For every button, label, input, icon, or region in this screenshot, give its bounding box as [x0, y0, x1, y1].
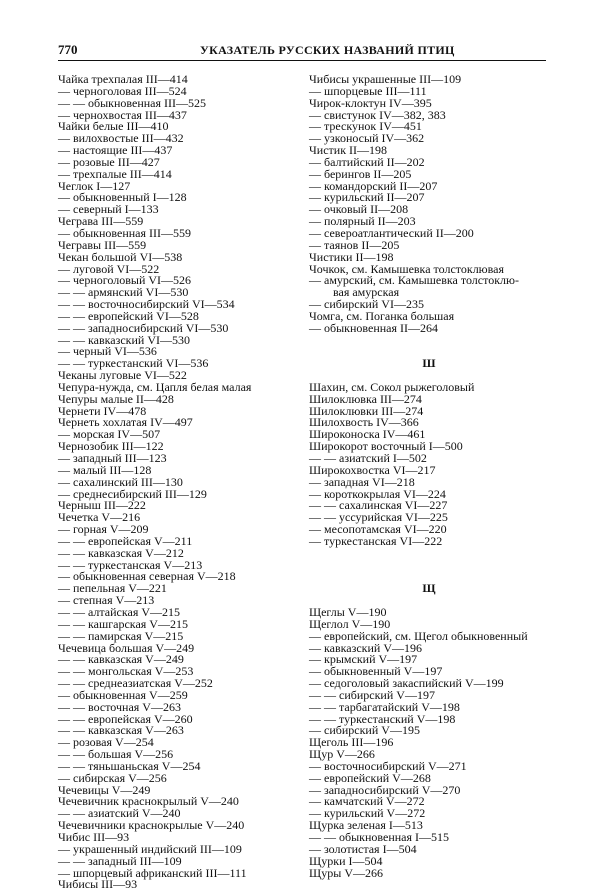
index-entry: Шилохвость IV—366 [309, 415, 419, 430]
index-entry: Черныш III—222 [58, 498, 146, 513]
index-entry: Щеголь III—196 [309, 735, 394, 750]
index-entry: Чистики II—198 [309, 249, 394, 264]
index-entry: вая амурская [333, 285, 400, 300]
index-entry: — черноголовая III—524 [58, 83, 187, 98]
index-entry: — — армянский VI—530 [58, 285, 189, 300]
section-heading-sh: Ш [422, 356, 436, 371]
index-entry: — — монгольская V—253 [58, 664, 194, 679]
index-entry: — сибирская V—256 [58, 770, 167, 785]
index-entry: Чернозобик III—122 [58, 439, 164, 454]
index-entry: Чомга, см. Поганка большая [309, 308, 455, 323]
section-heading-shch: Щ [422, 581, 436, 596]
index-entry: — — кашгарская V—215 [58, 616, 188, 631]
index-entry: — берингов II—205 [309, 166, 412, 181]
index-entry: — обыкновенная северная V—218 [58, 569, 236, 584]
index-entry: — — азиатский V—240 [58, 806, 181, 821]
index-entry: — вилохвостые III—432 [58, 131, 184, 146]
index-entry: Чернеть хохлатая IV—497 [58, 415, 193, 430]
running-title: УКАЗАТЕЛЬ РУССКИХ НАЗВАНИЙ ПТИЦ [200, 43, 455, 57]
index-entry: — северный I—133 [58, 202, 159, 217]
index-entry: Чайки белые III—410 [58, 119, 169, 134]
index-entry: Шилоклювки III—274 [309, 403, 424, 418]
index-entry: — луговой VI—522 [58, 261, 160, 276]
index-entry: Чирок-клоктун IV—395 [309, 95, 432, 110]
section-gap [309, 548, 549, 560]
index-entry: — курильский II—207 [309, 190, 425, 205]
index-entry: Широкохвостка VI—217 [309, 462, 436, 477]
index-entry: Чистик II—198 [309, 143, 388, 158]
index-entry: — короткокрылая VI—224 [309, 486, 446, 501]
shch-entries-list [309, 604, 549, 880]
index-entry: — европейский, см. Щегол обыкновенный [309, 628, 528, 643]
index-entry: Чегравы III—559 [58, 237, 147, 252]
index-entry: — — европейская V—211 [58, 533, 193, 548]
index-entry: — — сахалинская VI—227 [309, 498, 448, 513]
index-entry: — седоголовый закаспийский V—199 [309, 676, 504, 691]
index-entry: — восточносибирский V—271 [309, 758, 467, 773]
index-entry: Чечевичники краснокрылые V—240 [58, 818, 245, 833]
page-number: 770 [58, 42, 78, 57]
index-entry: Чечевица большая V—249 [58, 640, 195, 655]
right-column [309, 74, 549, 879]
index-entry: Щурка зеленая I—513 [309, 818, 423, 833]
index-entry: Щур V—266 [309, 747, 375, 762]
index-entry: — чернохвостая III—437 [58, 107, 187, 122]
index-entry: — степная V—213 [58, 593, 155, 608]
index-entry: — очковый II—208 [309, 202, 409, 217]
index-entry: — западный III—123 [58, 451, 167, 465]
index-entry: — морская IV—507 [58, 427, 161, 442]
index-entry: — — восточная V—263 [58, 699, 181, 714]
index-entry: — таянов II—205 [309, 237, 400, 252]
index-entry: — амурский, см. Камышевка толстоклю- [309, 273, 519, 288]
index-entry: — трехпалые III—414 [58, 166, 172, 181]
index-entry: — месопотамская VI—220 [309, 522, 447, 537]
index-entry: — настоящие III—437 [58, 143, 173, 158]
index-entry: — — европейский VI—528 [58, 308, 199, 323]
index-entry: — курильский V—272 [309, 806, 426, 821]
index-entry: — командорский II—207 [309, 178, 438, 193]
index-entry: — полярный II—203 [309, 214, 416, 229]
index-entry: — западная VI—218 [309, 474, 415, 489]
index-entry: Чепуры малые II—428 [58, 391, 174, 406]
index-entry: — туркестанская VI—222 [309, 533, 443, 548]
index-entry: Чечевичник краснокрылый V—240 [58, 794, 239, 809]
index-entry: Чайка трехпалая III—414 [58, 72, 188, 86]
index-entry: Чепура-нужда, см. Цапля белая малая [58, 379, 252, 394]
index-entry: — — кавказская V—263 [58, 723, 184, 738]
index-entry: — камчатский V—272 [309, 794, 425, 809]
index-entry: — — туркестанская V—213 [58, 557, 203, 572]
index-entry: — — восточносибирский VI—534 [58, 297, 235, 312]
index-entry: — — западный III—109 [58, 853, 182, 868]
page-header [58, 42, 546, 61]
index-entry: — — памирская V—215 [58, 628, 184, 643]
index-entry: Чечевицы V—249 [58, 782, 151, 797]
index-entry: — обыкновенная III—559 [58, 225, 192, 240]
index-entry: — — кавказская V—249 [58, 652, 184, 667]
index-entry: — — западносибирский VI—530 [58, 320, 229, 335]
index-entry: Щурки I—504 [309, 853, 383, 868]
index-entry: — — среднеазиатская V—252 [58, 676, 213, 691]
index-entry: — обыкновенный I—128 [58, 190, 187, 205]
index-entry: Чекан большой VI—538 [58, 249, 183, 264]
index-entry: — узконосый IV—362 [309, 131, 425, 146]
index-entry: — — туркестанский V—198 [309, 711, 456, 726]
index-entry: — балтийский II—202 [309, 154, 425, 169]
index-entry: — крымский V—197 [309, 652, 418, 667]
index-entry: Чеканы луговые VI—522 [58, 368, 187, 383]
index-entry: — сибирский V—195 [309, 723, 420, 738]
index-entry: Чеграва III—559 [58, 214, 144, 229]
index-entry: — — обыкновенная III—525 [58, 95, 207, 110]
index-entry: — розовая V—254 [58, 735, 154, 750]
sh-entries-list [309, 379, 549, 548]
index-entry: — — обыкновенная I—515 [309, 830, 450, 844]
index-entry: — — европейская V—260 [58, 711, 193, 726]
index-entry: — европейский V—268 [309, 770, 431, 785]
index-entry: Чибис III—93 [58, 830, 130, 844]
index-entry: Чочкок, см. Камышевка толстоклювая [309, 261, 504, 276]
index-entry: Щеглол V—190 [309, 616, 391, 631]
index-entry: — розовые III—427 [58, 154, 160, 169]
index-entry: — свистунок IV—382, 383 [309, 107, 446, 122]
index-entry: Щуры V—266 [309, 865, 383, 880]
index-entry: Шилоклювка III—274 [309, 391, 422, 406]
index-entry: — североатлантический II—200 [309, 225, 474, 240]
index-entry: — — азиатский I—502 [309, 451, 427, 465]
index-entry: — — тарбагатайский V—198 [309, 699, 460, 714]
index-entry: — черный VI—536 [58, 344, 157, 359]
index-entry: — — уссурийская VI—225 [309, 510, 448, 525]
index-entry: — трескунок IV—451 [309, 119, 422, 134]
index-entry: — золотистая I—504 [309, 841, 417, 856]
index-entry: — горная V—209 [58, 522, 149, 537]
index-entry: — украшенный индийский III—109 [58, 841, 242, 856]
index-entry: Чеглок I—127 [58, 178, 131, 193]
index-entry: — пепельная V—221 [58, 581, 167, 596]
index-entry: — обыкновенная V—259 [58, 687, 188, 702]
ch-continuation-list [309, 74, 549, 335]
index-entry: — — туркестанский VI—536 [58, 356, 209, 371]
index-entry: — шпорцевые III—111 [309, 83, 427, 98]
index-entry: Шахин, см. Сокол рыжеголовый [309, 379, 475, 394]
index-entry: Широкорот восточный I—500 [309, 439, 463, 454]
index-entry: — — кавказский VI—530 [58, 332, 191, 347]
section-gap [309, 560, 549, 572]
index-entry: Чернети IV—478 [58, 403, 147, 418]
index-entry: — — сибирский V—197 [309, 687, 435, 702]
index-entry: — западносибирский V—270 [309, 782, 461, 797]
index-entry: — черноголовый VI—526 [58, 273, 192, 288]
index-entry: — — тяньшаньская V—254 [58, 758, 201, 773]
index-entry: — малый III—128 [58, 462, 152, 477]
index-entry: Широконоска IV—461 [309, 427, 426, 442]
index-entry: Чечетка V—216 [58, 510, 141, 525]
index-entry: Чибисы украшенные III—109 [309, 72, 462, 86]
index-entry: — — большая V—256 [58, 747, 174, 762]
index-entry: — кавказский V—196 [309, 640, 423, 655]
index-entry: — обыкновенная II—264 [309, 320, 439, 335]
index-entry: — шпорцевый африканский III—111 [58, 865, 247, 880]
section-gap [309, 335, 549, 347]
index-entry: — среднесибирский III—129 [58, 486, 207, 501]
index-entry: — обыкновенный V—197 [309, 664, 443, 679]
index-entry: — — кавказская V—212 [58, 545, 184, 560]
index-entry: — сахалинский III—130 [58, 474, 183, 489]
index-entry: — — алтайская V—215 [58, 604, 181, 619]
index-entry: Щеглы V—190 [309, 604, 387, 619]
index-entry: Чибисы III—93 [58, 877, 138, 891]
left-column [58, 74, 302, 891]
index-entry: — сибирский VI—235 [309, 297, 424, 312]
